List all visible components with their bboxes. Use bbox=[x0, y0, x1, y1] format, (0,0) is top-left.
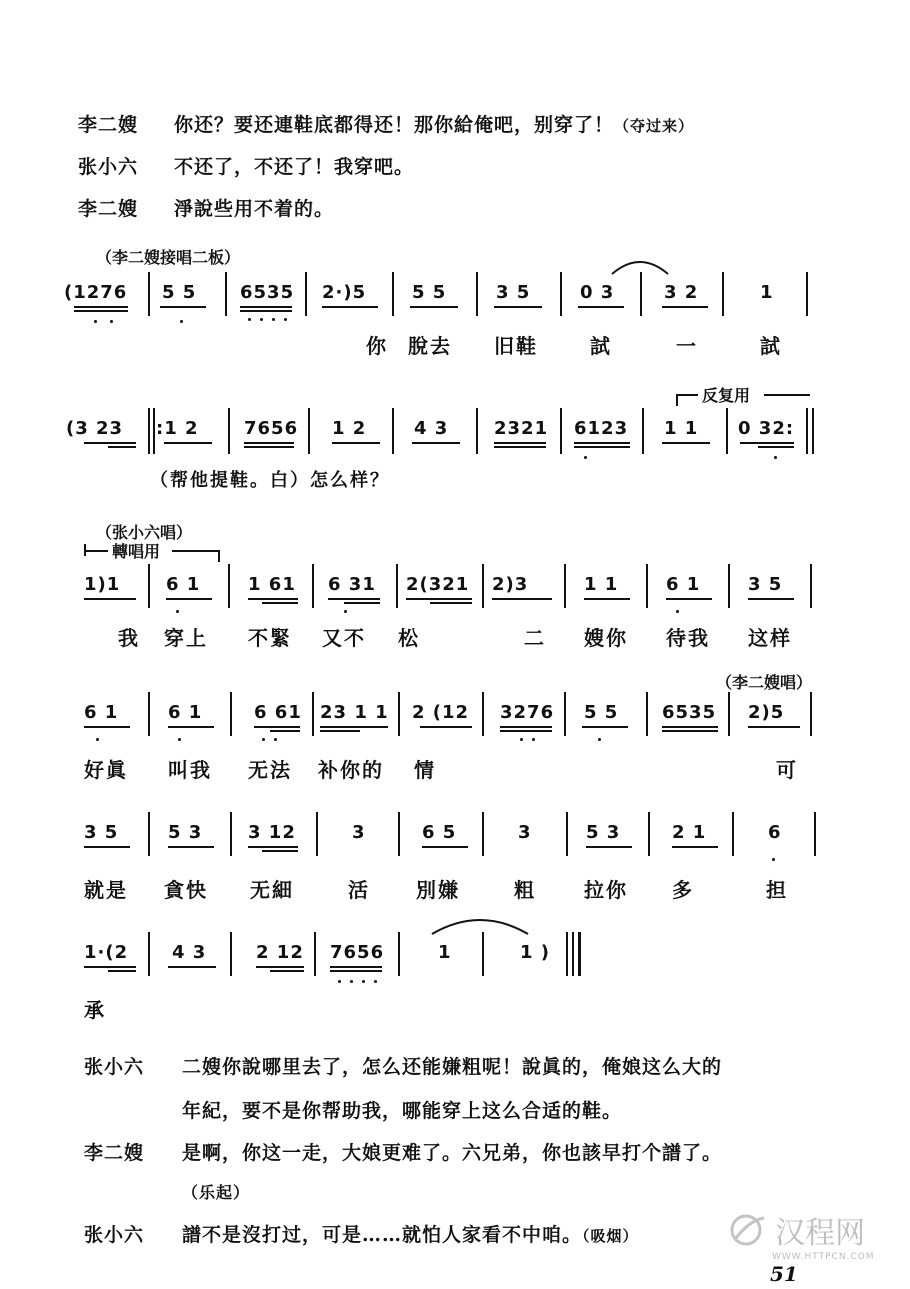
dialogue-text: 不还了，不还了！我穿吧。 bbox=[174, 156, 415, 178]
note-group: 3 bbox=[352, 822, 366, 843]
note-group: 2 1 bbox=[672, 822, 707, 843]
transition-label: 轉唱用 bbox=[112, 542, 161, 561]
note-group: 3 12 bbox=[248, 822, 296, 843]
lyric: 粗 bbox=[514, 878, 536, 902]
dialogue-line-6 bbox=[84, 1220, 639, 1247]
dialogue-line-1 bbox=[78, 110, 694, 137]
lyric: 无法 bbox=[248, 758, 292, 782]
watermark bbox=[726, 1208, 875, 1262]
dialogue-line-4-cont: 年紀，要不是你帮助我，哪能穿上这么合适的鞋。 bbox=[182, 1100, 623, 1122]
note-group: 3 5 bbox=[496, 282, 531, 303]
dialogue-text: 淨說些用不着的。 bbox=[174, 198, 335, 220]
note-group: 7656 bbox=[244, 418, 299, 439]
lyric: 活 bbox=[348, 878, 370, 902]
lyric: 又不 bbox=[322, 626, 366, 650]
lyric: 穿上 bbox=[164, 626, 208, 650]
note-group: 7656 bbox=[330, 942, 385, 963]
section-label: （张小六唱） bbox=[96, 523, 193, 542]
watermark-url: WWW.HTTPCN.COM bbox=[772, 1252, 875, 1262]
lyric: 无細 bbox=[250, 878, 294, 902]
lyric: 叫我 bbox=[168, 758, 212, 782]
note-group: 3 5 bbox=[748, 574, 783, 595]
note-group: 2(321 bbox=[406, 574, 470, 595]
note-group: 1 61 bbox=[248, 574, 296, 595]
dialogue-text: 二嫂你說哪里去了，怎么还能嫌粗呢！說眞的，俺娘这么大的 bbox=[182, 1056, 723, 1078]
note-group: 1 bbox=[438, 942, 452, 963]
note-group: 3 5 bbox=[84, 822, 119, 843]
note-group: 3 bbox=[518, 822, 532, 843]
note-group: 6 5 bbox=[422, 822, 457, 843]
note-group: 2)3 bbox=[492, 574, 529, 595]
note-group: 5 5 bbox=[412, 282, 447, 303]
dialogue-text: 譜不是沒打过，可是……就怕人家看不中咱。 bbox=[182, 1224, 583, 1246]
note-group: 4 3 bbox=[172, 942, 207, 963]
lyric: 就是 bbox=[84, 878, 128, 902]
note-group: 4 3 bbox=[414, 418, 449, 439]
note-group: 0 3 bbox=[580, 282, 615, 303]
note-group: 23 1 1 bbox=[320, 702, 389, 723]
lyric: 承 bbox=[84, 998, 106, 1022]
stage-direction: （乐起） bbox=[182, 1183, 251, 1202]
note-group: 6 1 bbox=[168, 702, 203, 723]
dialogue-line-2 bbox=[78, 152, 414, 179]
note-group: 1 1 bbox=[584, 574, 619, 595]
note-group: 6 1 bbox=[84, 702, 119, 723]
speaker: 李二嫂 bbox=[84, 1142, 145, 1164]
note-group: 6123 bbox=[574, 418, 629, 439]
lyric: 脫去 bbox=[408, 334, 452, 358]
watermark-logo-icon bbox=[726, 1212, 770, 1248]
note-group: 1 1 bbox=[664, 418, 699, 439]
lyric: 待我 bbox=[666, 626, 710, 650]
stage-direction: （吸烟） bbox=[582, 1227, 639, 1245]
lyric: 你 bbox=[366, 334, 388, 358]
speaker: 张小六 bbox=[84, 1224, 145, 1246]
note-group: 5 5 bbox=[162, 282, 197, 303]
note-group: 3 2 bbox=[664, 282, 699, 303]
speaker: 张小六 bbox=[84, 1056, 145, 1078]
lyric: 多 bbox=[672, 878, 694, 902]
note-group: 1·(2 bbox=[84, 942, 129, 963]
lyric: 試 bbox=[760, 334, 782, 358]
lyric: 嫂你 bbox=[584, 626, 628, 650]
slur-mark bbox=[430, 912, 530, 936]
dialogue-line-5 bbox=[84, 1138, 722, 1165]
lyric: 我 bbox=[118, 626, 140, 650]
watermark-brand: 汉程网 bbox=[775, 1216, 866, 1251]
dialogue-text: 你还？要还連鞋底都得还！那你給俺吧，别穿了！ bbox=[174, 114, 615, 136]
note-group: 6 bbox=[768, 822, 782, 843]
note-group: 2·)5 bbox=[322, 282, 367, 303]
dialogue-line-3 bbox=[78, 194, 334, 221]
lyric: 情 bbox=[414, 758, 436, 782]
speaker: 张小六 bbox=[78, 156, 139, 178]
lyric: 好眞 bbox=[84, 758, 128, 782]
note-group: 6 1 bbox=[166, 574, 201, 595]
speaker: 李二嫂 bbox=[78, 198, 139, 220]
lyric: 二 bbox=[524, 626, 546, 650]
section-label: （李二嫂唱） bbox=[716, 673, 813, 692]
section-label: （李二嫂接唱二板） bbox=[96, 248, 241, 267]
note-group: 5 5 bbox=[584, 702, 619, 723]
lyric: 貪快 bbox=[164, 878, 208, 902]
lyric: 担 bbox=[766, 878, 788, 902]
note-group: 5 3 bbox=[168, 822, 203, 843]
note-group: 1 bbox=[760, 282, 774, 303]
note-group: 6 31 bbox=[328, 574, 376, 595]
note-group: (3 23 bbox=[66, 418, 124, 439]
dialogue-text: 是啊，你这一走，大娘更难了。六兄弟，你也該早打个譜了。 bbox=[182, 1142, 723, 1164]
note-group: :1 2 bbox=[156, 418, 199, 439]
note-group: 6535 bbox=[240, 282, 295, 303]
speaker: 李二嫂 bbox=[78, 114, 139, 136]
note-group: 1 ) bbox=[520, 942, 551, 963]
note-group: 1 2 bbox=[332, 418, 367, 439]
lyric: 可 bbox=[776, 758, 798, 782]
page-number: 51 bbox=[770, 1262, 798, 1286]
lyric: 一 bbox=[676, 334, 698, 358]
note-group: 0 32: bbox=[738, 418, 795, 439]
note-group: 2)5 bbox=[748, 702, 785, 723]
note-group: 1)1 bbox=[84, 574, 121, 595]
lyric: 別嫌 bbox=[416, 878, 460, 902]
note-group: 2 (12 bbox=[412, 702, 470, 723]
note-group: 2 12 bbox=[256, 942, 304, 963]
stage-direction: （夺过来） bbox=[614, 117, 695, 135]
note-group: 3276 bbox=[500, 702, 555, 723]
note-group: 5 3 bbox=[586, 822, 621, 843]
note-group: 6 1 bbox=[666, 574, 701, 595]
lyric: 松 bbox=[398, 626, 420, 650]
note-group: 6535 bbox=[662, 702, 717, 723]
lyric: 这样 bbox=[748, 626, 792, 650]
lyric: 拉你 bbox=[584, 878, 628, 902]
note-group: 2321 bbox=[494, 418, 549, 439]
lyric: 試 bbox=[590, 334, 612, 358]
spoken-line: （帮他提鞋。白）怎么样？ bbox=[150, 470, 390, 491]
note-group: 6 61 bbox=[254, 702, 302, 723]
slur-mark bbox=[610, 254, 670, 276]
note-group: (1276 bbox=[64, 282, 128, 303]
lyric: 补你的 bbox=[318, 758, 384, 782]
lyric: 旧鞋 bbox=[494, 334, 538, 358]
lyric: 不緊 bbox=[248, 626, 292, 650]
dialogue-line-4 bbox=[84, 1052, 722, 1079]
repeat-label: 反复用 bbox=[702, 386, 751, 405]
